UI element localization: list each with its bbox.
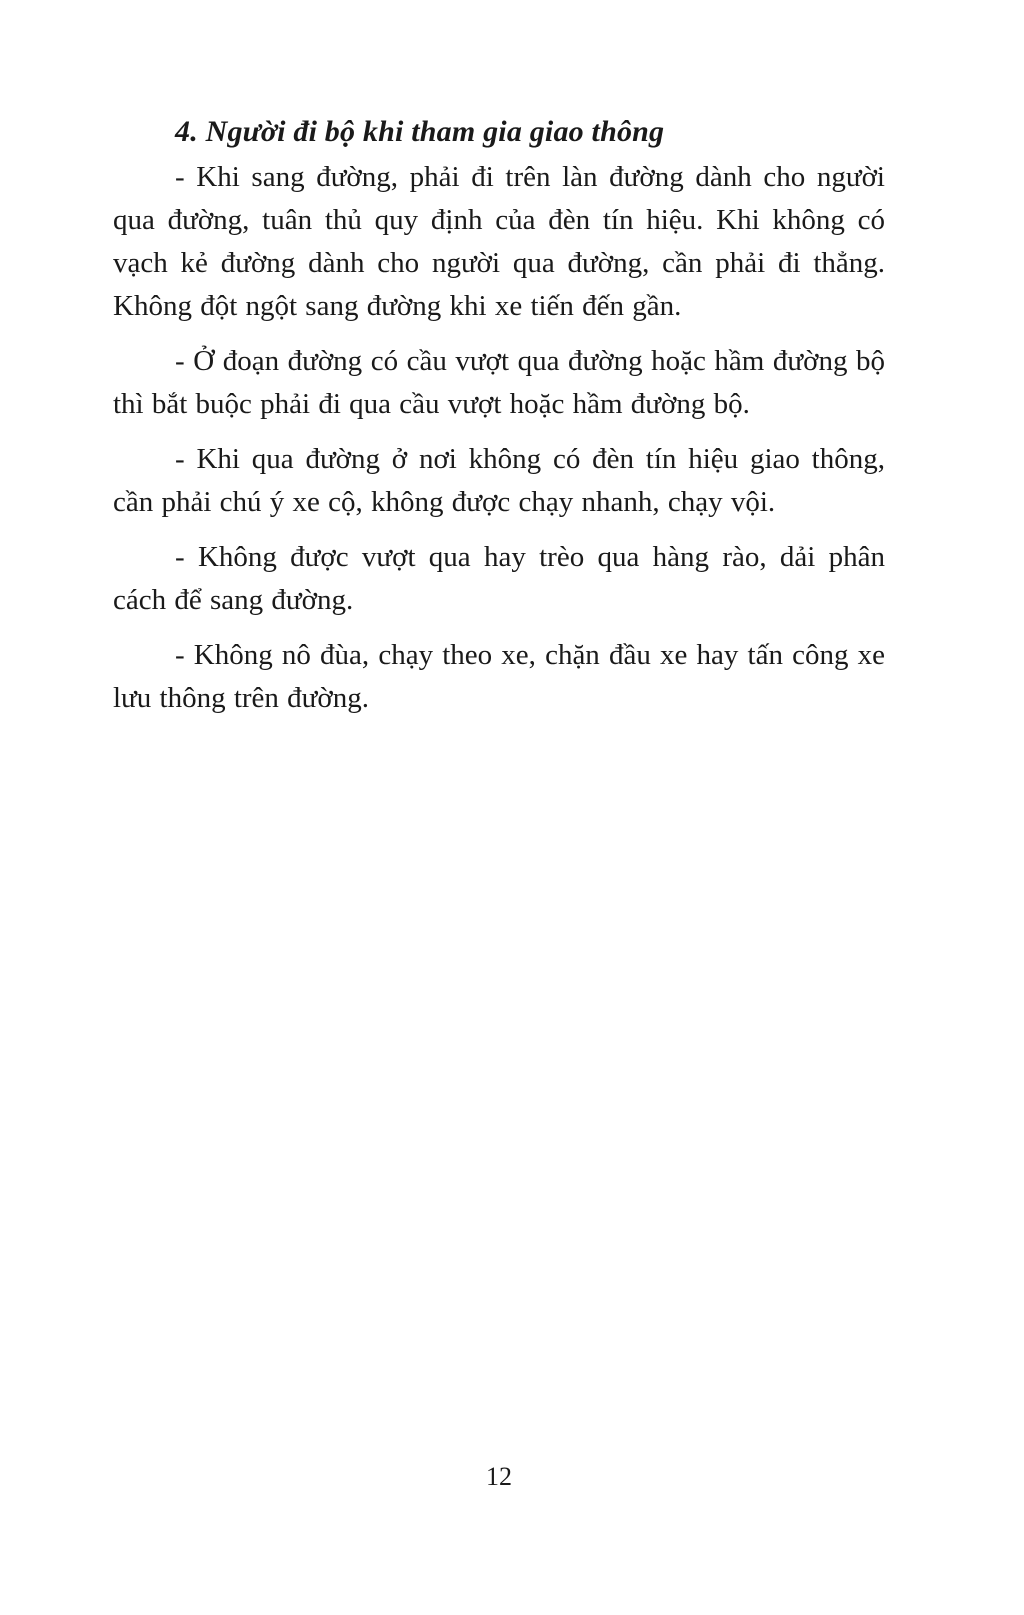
paragraph: - Không nô đùa, chạy theo xe, chặn đầu xe hay tấn công xe lưu thông trên đường.: [113, 639, 885, 714]
paragraph: - Không được vượt qua hay trèo qua hàng rào, dải phân cách để sang đường.: [113, 541, 885, 616]
text-block: [113, 110, 885, 732]
page-number: 12: [486, 1462, 512, 1491]
paragraph: - Ở đoạn đường có cầu vượt qua đường hoặc hầm đường bộ thì bắt buộc phải đi qua cầu vượt hoặc hầm đường bộ.: [113, 345, 885, 420]
paragraph: - Khi qua đường ở nơi không có đèn tín hiệu giao thông, cần phải chú ý xe cộ, không được chạy nhanh, chạy vội.: [113, 443, 885, 518]
paragraph: - Khi sang đường, phải đi trên làn đường dành cho người qua đường, tuân thủ quy định của đèn tín hiệu. Khi không có vạch kẻ đường dành cho người qua đường, cần phải đi thẳng. Không đột ngột sang đường khi xe tiến đến gần.: [113, 161, 885, 322]
section-heading: 4. Người đi bộ khi tham gia giao thông: [175, 115, 665, 148]
